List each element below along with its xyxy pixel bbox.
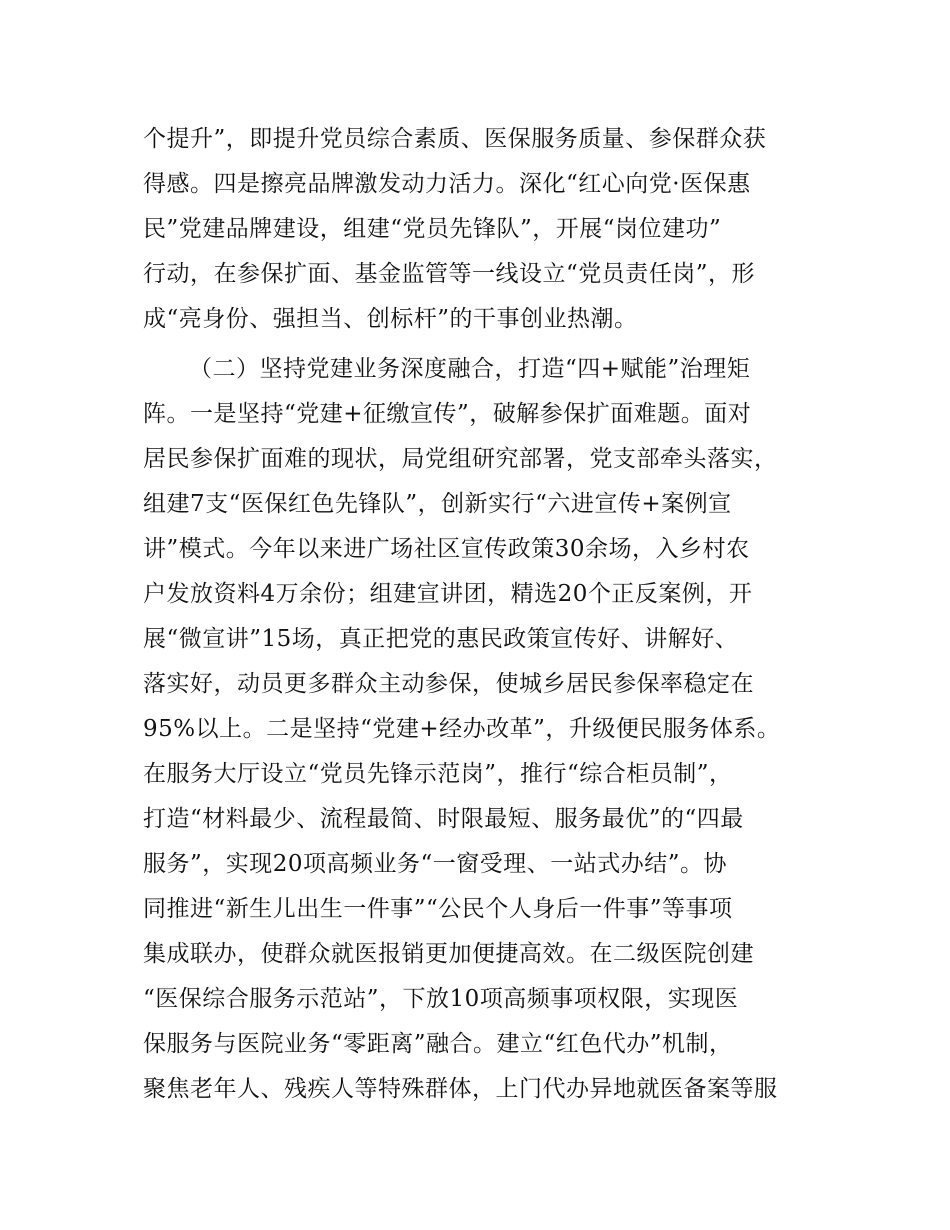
text-line: 组建7支“医保红色先锋队”，创新实行“六进宣传+案例宣 — [143, 491, 732, 517]
text-line: 落实好，动员更多群众主动参保，使城乡居民参保率稳定在 — [143, 671, 754, 697]
text-line: 在服务大厅设立“党员先锋示范岗”，推行“综合柜员制”， — [143, 761, 733, 787]
text-line: 民”党建品牌建设，组建“党员先锋队”，开展“岗位建功” — [143, 216, 722, 242]
text-line: 保服务与医院业务“零距离”融合。建立“红色代办”机制， — [143, 1031, 733, 1057]
text-line: 集成联办，使群众就医报销更加便捷高效。在二级医院创建 — [143, 941, 754, 967]
text-line: 阵。一是坚持“党建+征缴宣传”，破解参保扩面难题。面对 — [143, 401, 752, 427]
text-line: 打造“材料最少、流程最简、时限最短、服务最优”的“四最 — [143, 806, 744, 832]
text-line: 个提升”，即提升党员综合素质、医保服务质量、参保群众获 — [143, 126, 767, 152]
text-line: 居民参保扩面难的现状，局党组研究部署，党支部牵头落实， — [143, 446, 778, 472]
text-line: 得感。四是擦亮品牌激发动力活力。深化“红心向党·医保惠 — [143, 171, 751, 197]
text-line: 讲”模式。今年以来进广场社区宣传政策30余场，入乡村农 — [143, 536, 750, 562]
text-line: 成“亮身份、强担当、创标杆”的干事创业热潮。 — [143, 306, 638, 332]
text-line: “医保综合服务示范站”，下放10项高频事项权限，实现医 — [143, 986, 739, 1012]
text-line: 户发放资料4万余份；组建宣讲团，精选20个正反案例，开 — [143, 581, 753, 607]
text-line: 行动，在参保扩面、基金监管等一线设立“党员责任岗”，形 — [143, 261, 756, 287]
text-line: 95%以上。二是坚持“党建+经办改革”，升级便民服务体系。 — [143, 716, 781, 742]
text-line: 展“微宣讲”15场，真正把党的惠民政策宣传好、讲解好、 — [143, 626, 739, 652]
text-line: 服务”，实现20项高频业务“一窗受理、一站式办结”。协 — [143, 851, 728, 877]
text-line: 同推进“新生儿出生一件事”“公民个人身后一件事”等事项 — [143, 896, 733, 922]
text-line: 聚焦老年人、残疾人等特殊群体，上门代办异地就医备案等服 — [143, 1076, 778, 1102]
text-line: （二）坚持党建业务深度融合，打造“四+赋能”治理矩 — [189, 356, 751, 382]
